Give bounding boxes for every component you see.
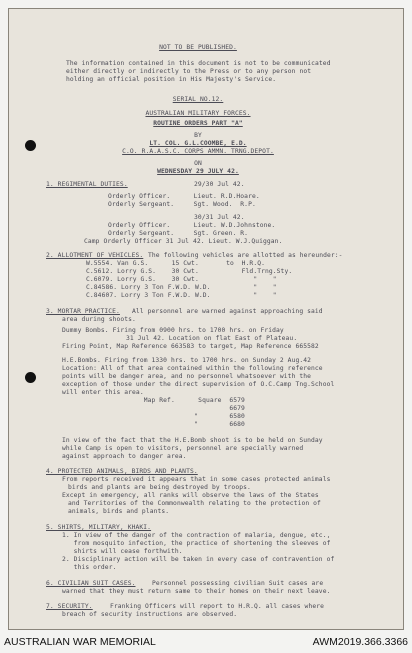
duty-date: 30/31 Jul 42.: [194, 214, 245, 221]
section-text: will enter this area.: [62, 389, 144, 396]
vehicle-row: C.84586. Lorry 3 Ton F.W.D. W.D. " ": [86, 284, 277, 291]
section-text: From reports received it appears that in some cases protected animals: [62, 476, 331, 483]
section-text: In view of the fact that the H.E.Bomb shoot is to be held on Sunday: [62, 437, 323, 444]
section-text: H.E.Bombs. Firing from 1330 hrs. to 1700 hrs. on Sunday 2 Aug.42: [62, 357, 312, 364]
on-label: ON: [194, 160, 202, 167]
vehicle-row: C.6079. Lorry G.S. 30 Cwt. " ": [86, 276, 277, 283]
section-text: while Camp is open to visitors, personnel are specially warned: [62, 445, 304, 452]
section-intro: The following vehicles are allotted as hereunder:-: [148, 252, 343, 259]
section-title-allotment-of-vehicles: 2. ALLOTMENT OF VEHICLES.: [46, 252, 144, 259]
section-text: Location: All of that area contained within the following reference: [62, 365, 323, 372]
warning-line: either directly or indirectly to the Press or to any person not: [66, 68, 312, 75]
officer-name: LT. COL. G.L.COOMBE, E.D.: [149, 140, 247, 147]
section-text: area during shoots.: [62, 316, 136, 323]
force-heading: AUSTRALIAN MILITARY FORCES.: [145, 110, 251, 117]
section-text: and Territories of the Commonwealth relating to the protection of: [68, 500, 321, 507]
orders-title: ROUTINE ORDERS PART "A": [153, 120, 243, 127]
section-text: 31 Jul 42. Location on flat East of Plateau.: [126, 335, 298, 342]
duty-line: Orderly Sergeant. Sgt. Wood. R.P.: [108, 201, 256, 208]
order-date: WEDNESDAY 29 JULY 42.: [157, 168, 239, 175]
duty-date: 29/30 Jul 42.: [194, 181, 245, 188]
section-text: Firing Point, Map Reference 663583 to target, Map Reference 665582: [62, 343, 319, 350]
section-text: against approach to danger area.: [62, 453, 187, 460]
section-text: from mosquito infection, the practice of shortening the sleeves of: [62, 540, 331, 547]
unit-name: C.O. R.A.A.S.C. CORPS AMMN. TRNG.DEPOT.: [122, 148, 274, 155]
section-text: points will be danger area, and no personnel whatsoever with the: [62, 373, 312, 380]
section-title-regimental-duties: 1. REGIMENTAL DUTIES.: [46, 181, 128, 188]
by-label: BY: [194, 132, 202, 139]
map-reference: " 6580: [62, 413, 245, 420]
map-reference: Map Ref. Square 6579: [62, 397, 245, 404]
footer-institution: AUSTRALIAN WAR MEMORIAL: [4, 636, 156, 648]
warning-line: holding an official position in His Majesty's Service.: [66, 76, 277, 83]
section-title-shirts: 5. SHIRTS, MILITARY, KHAKI.: [46, 524, 152, 531]
duty-line: Camp Orderly Officer 31 Jul 42. Lieut. W.J.Quiggan.: [84, 238, 283, 245]
map-reference: 6679: [62, 405, 245, 412]
serial-number: SERIAL NO.12.: [172, 96, 224, 103]
section-text: Except in emergency, all ranks will observe the laws of the States: [62, 492, 319, 499]
section-text: exception of those under the direct supervision of O.C.Camp Tng.School: [62, 381, 335, 388]
warning-line: The information contained in this document is not to be communicated: [66, 60, 331, 67]
section-text: 1. In view of the danger of the contraction of malaria, dengue, etc.,: [62, 532, 331, 539]
footer-accession-number: AWM2019.366.3366: [312, 636, 408, 648]
section-text: 2. Disciplinary action will be taken in every case of contravention of: [62, 556, 335, 563]
section-text: shirts will cease forthwith.: [62, 548, 183, 555]
section-text: birds and plants are being destroyed by troops.: [68, 484, 251, 491]
vehicle-row: C.5612. Lorry G.S. 30 Cwt. Fld.Trng.Sty.: [86, 268, 293, 275]
not-published-heading: NOT TO BE PUBLISHED.: [159, 44, 237, 51]
section-text: animals, birds and plants.: [68, 508, 170, 515]
map-reference: " 6680: [62, 421, 245, 428]
punch-hole: [25, 372, 36, 383]
section-text: warned that they must return same to their homes on their next leave.: [62, 588, 331, 595]
section-text: All personnel are warned against approaching said: [132, 308, 323, 315]
section-title-security: 7. SECURITY.: [46, 603, 93, 610]
duty-line: Orderly Sergeant. Sgt. Green. R.: [108, 230, 249, 237]
section-text: Franking Officers will report to H.R.Q. all cases where: [110, 603, 325, 610]
section-title-mortar-practice: 3. MORTAR PRACTICE.: [46, 308, 120, 315]
duty-line: Orderly Officer. Lieut. R.D.Hoare.: [108, 193, 260, 200]
vehicle-row: C.84607. Lorry 3 Ton F.W.D. W.D. " ": [86, 292, 277, 299]
section-title-protected-animals: 4. PROTECTED ANIMALS, BIRDS AND PLANTS.: [46, 468, 198, 475]
section-title-civilian-suit-cases: 6. CIVILIAN SUIT CASES.: [46, 580, 136, 587]
vehicle-row: W.5554. Van G.S. 15 Cwt. to H.R.Q.: [86, 260, 265, 267]
duty-line: Orderly Officer. Lieut. W.D.Johnstone.: [108, 222, 276, 229]
section-text: breach of security instructions are observed.: [62, 611, 238, 618]
section-text: this order.: [62, 564, 117, 571]
section-text: Dummy Bombs. Firing from 0900 hrs. to 1700 hrs. on Friday: [62, 327, 284, 334]
section-text: Personnel possessing civilian Suit cases are: [152, 580, 324, 587]
